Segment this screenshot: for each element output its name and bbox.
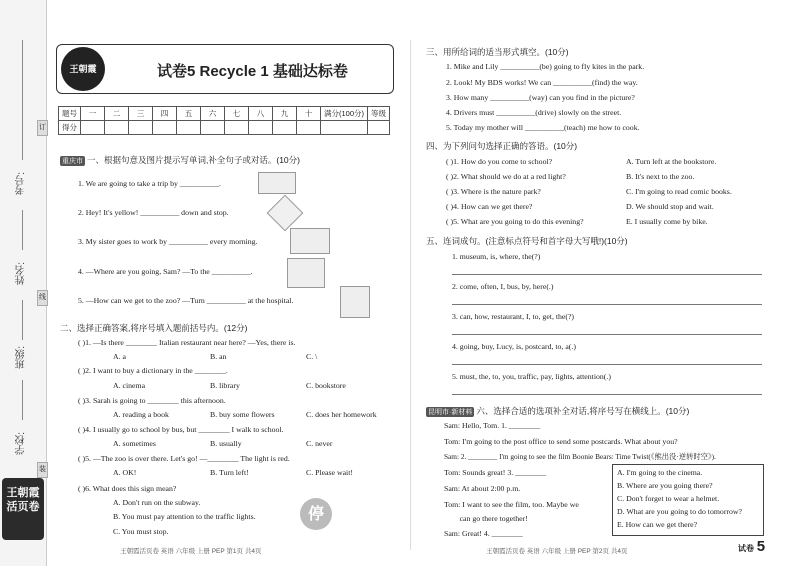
option-a[interactable]: A. reading a book <box>113 410 169 419</box>
option-a[interactable]: A. a <box>113 352 126 361</box>
s5-item: 3. can, how, restaurant, I, to, get, the(?) <box>452 312 575 321</box>
strip-line <box>22 40 23 160</box>
section-title-text: 六、选择合适的选项补全对话,将序号写在横线上。(10分) <box>476 406 690 416</box>
score-input-cell[interactable] <box>368 121 390 135</box>
brand-logo: 王朝霞 活页卷 <box>2 478 44 540</box>
dialogue-line[interactable]: Sam: Great! 4. ________ <box>444 529 523 538</box>
answer-line[interactable] <box>452 334 762 335</box>
option-c[interactable]: C. \ <box>306 352 318 361</box>
table-cell: 十 <box>297 107 321 121</box>
option-c[interactable]: C. bookstore <box>306 381 346 390</box>
table-cell: 八 <box>249 107 273 121</box>
option-c[interactable]: C. Please wait! <box>306 468 353 477</box>
strip-line <box>22 210 23 250</box>
section-4-title: 四、为下列问句选择正确的答语。(10分) <box>426 141 578 151</box>
s2-question: ( )2. I want to buy a dictionary in the ________. <box>78 366 228 375</box>
option-item[interactable]: D. What are you going to do tomorrow? <box>617 507 743 516</box>
s3-item[interactable]: 1. Mike and Lily __________(be) going to fly kites in the park. <box>446 62 645 71</box>
airplane-icon <box>258 172 296 194</box>
s3-item[interactable]: 4. Drivers must __________(drive) slowly on the street. <box>446 108 622 117</box>
option-a[interactable]: A. cinema <box>113 381 146 390</box>
option-a[interactable]: A. sometimes <box>113 439 156 448</box>
table-cell: 五 <box>177 107 201 121</box>
answer-line[interactable] <box>452 394 762 395</box>
table-cell: 四 <box>153 107 177 121</box>
section-2-title: 二、选择正确答案,将序号填入题前括号内。(12分) <box>60 323 248 333</box>
dialogue-line: Tom: I'm going to the post office to send some postcards. What about you? <box>444 437 678 446</box>
publisher-logo-icon: 王朝霞 <box>61 47 105 91</box>
score-input-cell[interactable] <box>81 121 105 135</box>
s1-item[interactable]: 4. —Where are you going, Sam? —To the __________. <box>78 267 253 276</box>
table-cell: 题号 <box>59 107 81 121</box>
dialogue-line: can go there together! <box>444 514 528 523</box>
table-cell: 七 <box>225 107 249 121</box>
option-item[interactable]: B. Where are you going there? <box>617 481 713 490</box>
stop-sign-icon: 停 <box>300 498 332 530</box>
binding-strip <box>0 0 47 566</box>
region-badge: 昆明市·新材料 <box>428 409 473 416</box>
table-cell: 二 <box>105 107 129 121</box>
page-num: 5 <box>756 538 766 555</box>
warning-sign-icon <box>267 195 304 232</box>
s4-answer[interactable]: D. We should stop and wait. <box>626 202 714 211</box>
answer-line[interactable] <box>452 274 762 275</box>
exam-number-label: 考号: <box>16 172 27 195</box>
page-label: 试卷 <box>738 544 754 553</box>
fold-tab: 装 <box>37 462 48 478</box>
table-cell: 得分 <box>59 121 81 135</box>
option-c[interactable]: C. You must stop. <box>113 527 169 536</box>
s4-question: ( )4. How can we get there? <box>446 202 533 211</box>
s2-question: ( )6. What does this sign mean? <box>78 484 177 493</box>
fold-tab: 线 <box>37 290 48 306</box>
option-b[interactable]: B. usually <box>210 439 242 448</box>
s4-answer[interactable]: C. I'm going to read comic books. <box>626 187 732 196</box>
map-icon <box>340 286 370 318</box>
section-title-text: 一、根据句意及图片提示写单词,补全句子或对话。(10分) <box>87 155 300 165</box>
dialogue-line: Sam: At about 2:00 p.m. <box>444 484 521 493</box>
subway-train-icon <box>290 228 330 254</box>
option-a[interactable]: A. Don't run on the subway. <box>113 498 201 507</box>
s4-answer[interactable]: A. Turn left at the bookstore. <box>626 157 717 166</box>
footer-right: 王朝霞活页卷 英语 六年级 上册 PEP 第2页 共4页 <box>486 548 628 555</box>
score-input-cell[interactable] <box>273 121 297 135</box>
s2-question: ( )1. —Is there ________ Italian restaurant near here? —Yes, there is. <box>78 338 296 347</box>
s3-item[interactable]: 2. Look! My BDS works! We can __________(find) the way. <box>446 78 638 87</box>
score-table-header-row <box>59 107 390 121</box>
name-label: 姓名: <box>16 262 27 285</box>
score-input-cell[interactable] <box>225 121 249 135</box>
score-input-cell[interactable] <box>249 121 273 135</box>
option-b[interactable]: B. library <box>210 381 240 390</box>
s5-item: 5. must, the, to, you, traffic, pay, lights, attention(.) <box>452 372 611 381</box>
score-table <box>58 106 390 135</box>
dialogue-line[interactable]: Sam: Hello, Tom. 1. ________ <box>444 421 541 430</box>
option-c[interactable]: C. never <box>306 439 333 448</box>
s1-item[interactable]: 5. —How can we get to the zoo? —Turn __________ at the hospital. <box>78 296 294 305</box>
score-input-cell[interactable] <box>201 121 225 135</box>
option-b[interactable]: B. buy some flowers <box>210 410 275 419</box>
paper-header <box>56 44 394 94</box>
s1-item[interactable]: 1. We are going to take a trip by __________. <box>78 179 221 188</box>
dialogue-line[interactable]: Sam: 2. ________ I'm going to see the film Boonie Bears: Time Twist(《熊出没·逆转时空》). <box>444 452 716 461</box>
s3-item[interactable]: 3. How many __________(way) can you find in the picture? <box>446 93 635 102</box>
answer-line[interactable] <box>452 304 762 305</box>
option-item[interactable]: E. How can we get there? <box>617 520 698 529</box>
school-label: 学校: <box>16 432 27 455</box>
s2-question: ( )4. I usually go to school by bus, but ________ I walk to school. <box>78 425 284 434</box>
s2-question: ( )5. —The zoo is over there. Let's go! —________ The light is red. <box>78 454 290 463</box>
s5-item: 4. going, buy, Lucy, is, postcard, to, a(.) <box>452 342 576 351</box>
section-5-title: 五、连词成句。(注意标点符号和首字母大写哦!)(10分) <box>426 236 628 246</box>
s4-question: ( )1. How do you come to school? <box>446 157 553 166</box>
table-cell: 一 <box>81 107 105 121</box>
section-3-title: 三、用所给词的适当形式填空。(10分) <box>426 47 569 57</box>
table-cell: 等级 <box>368 107 390 121</box>
option-b[interactable]: B. You must pay attention to the traffic lights. <box>113 512 256 521</box>
s3-item[interactable]: 5. Today my mother will __________(teach) me how to cook. <box>446 123 640 132</box>
section-6-title <box>426 405 689 417</box>
s2-question: ( )3. Sarah is going to ________ this afternoon. <box>78 396 226 405</box>
table-cell: 六 <box>201 107 225 121</box>
dialogue-line: Tom: I want to see the film, too. Maybe we <box>444 500 579 509</box>
dialogue-line[interactable]: Tom: Sounds great! 3. ________ <box>444 468 547 477</box>
score-input-cell[interactable] <box>105 121 129 135</box>
score-input-cell[interactable] <box>129 121 153 135</box>
page-title: 试卷5 Recycle 1 基础达标卷 <box>157 63 348 80</box>
column-divider <box>410 40 411 550</box>
option-a[interactable]: A. OK! <box>113 468 137 477</box>
strip-line <box>22 380 23 420</box>
option-c[interactable]: C. does her homework <box>306 410 377 419</box>
option-b[interactable]: B. Turn left! <box>210 468 249 477</box>
table-cell: 九 <box>273 107 297 121</box>
s1-item[interactable]: 3. My sister goes to work by __________ every morning. <box>78 237 258 246</box>
footer-left: 王朝霞活页卷 英语 六年级 上册 PEP 第1页 共4页 <box>120 548 262 555</box>
s1-item[interactable]: 2. Hey! It's yellow! __________ down and stop. <box>78 208 229 217</box>
s5-item: 1. museum, is, where, the(?) <box>452 252 541 261</box>
class-label: 班级: <box>16 346 27 369</box>
options-box <box>612 464 764 536</box>
table-cell: 三 <box>129 107 153 121</box>
table-cell: 满分(100分) <box>321 107 368 121</box>
s4-question: ( )5. What are you going to do this evening? <box>446 217 584 226</box>
s4-question: ( )2. What should we do at a red light? <box>446 172 566 181</box>
answer-line[interactable] <box>452 364 762 365</box>
score-table-score-row <box>59 121 390 135</box>
score-input-cell[interactable] <box>321 121 368 135</box>
score-input-cell[interactable] <box>177 121 201 135</box>
section-1-title <box>60 154 300 166</box>
region-badge: 重庆市 <box>62 158 83 165</box>
s5-item: 2. come, often, I, bus, by, here(.) <box>452 282 554 291</box>
score-input-cell[interactable] <box>297 121 321 135</box>
option-item[interactable]: C. Don't forget to wear a helmet. <box>617 494 720 503</box>
s4-answer[interactable]: E. I usually come by bike. <box>626 217 708 226</box>
score-input-cell[interactable] <box>153 121 177 135</box>
fold-tab: 订 <box>37 120 48 136</box>
building-icon <box>287 258 325 288</box>
page-number <box>738 538 765 555</box>
option-b[interactable]: B. an <box>210 352 227 361</box>
s4-question: ( )3. Where is the nature park? <box>446 187 541 196</box>
s4-answer[interactable]: B. It's next to the zoo. <box>626 172 695 181</box>
strip-line <box>22 300 23 340</box>
option-item[interactable]: A. I'm going to the cinema. <box>617 468 703 477</box>
